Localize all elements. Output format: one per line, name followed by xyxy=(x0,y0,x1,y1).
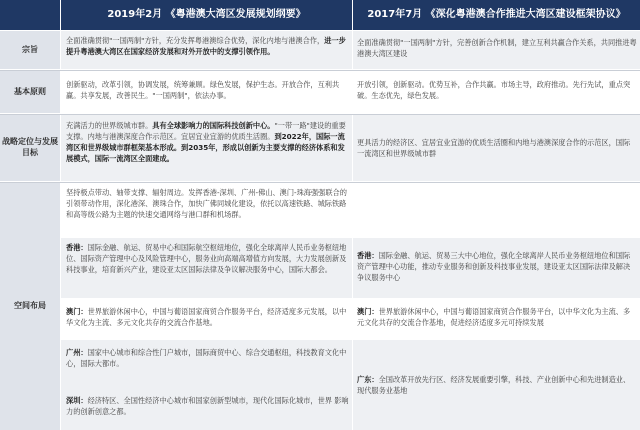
spatial-intro-2019: 坚持极点带动、轴带支撑、辐射周边。发挥香港-深圳、广州-佛山、澳门-珠海强强联合的引领带动作用，深化港深、澳珠合作，加快广佛同城化建设，依托以高速铁路、城际铁路和高等级公路为主题的快速交通网络与港口群和机场群。 xyxy=(66,188,347,219)
macao-2017 xyxy=(357,306,637,328)
hongkong-2019 xyxy=(66,242,349,275)
purpose-2019 xyxy=(66,35,349,57)
purpose-2019-bold: 进一步提升粤港澳大湾区在国家经济发展和对外开放中的支撑引领作用。 xyxy=(66,36,346,56)
header-blank-cell xyxy=(0,0,60,30)
hongkong-text-2019: 国际金融、航运、贸易中心和国际航空枢纽地位，强化全球离岸人民币业务枢纽地位、国际资产管理中心及风险管理中心，服务业向高端高增值方向发展，大力发展创新及科技事业，培育新兴产业，建设亚太区国际法律及争议解决服务中心，国际大都会。 xyxy=(66,243,347,274)
row-header-purpose: 宗旨 xyxy=(0,31,60,69)
guangzhou-text-2019: 国家中心城市和综合性门户城市，国际商贸中心、综合交通枢纽，科技教育文化中心，国际大都市。 xyxy=(66,348,347,368)
guangzhou-2019 xyxy=(66,347,349,369)
shenzhen-label-2019: 深圳： xyxy=(66,396,88,405)
strategy-2019-text-b: "一带一路"建设的重要支撑。内地与港澳深度合作示范区。宜居宜业宜游的优质生活圈。 xyxy=(66,121,346,141)
guangdong-2017 xyxy=(357,374,637,396)
row-header-spatial-layout: 空间布局 xyxy=(0,183,60,430)
purpose-2017: 全面准确贯彻"一国两制"方针，完善创新合作机制，建立互利共赢合作关系，共同推进粤港澳大湾区建设 xyxy=(357,38,637,58)
hongkong-2017 xyxy=(357,250,637,283)
guangzhou-label-2019: 广州： xyxy=(66,348,88,357)
hongkong-label-2019: 香港： xyxy=(66,243,88,252)
strategy-2019-bold-b: 到2022年，国际一流湾区和世界级城市群框架基本形成。到2035年，形成以创新为主要支撑的经济体系和发展模式，国际一流湾区全面建成。 xyxy=(66,132,345,163)
macao-text-2019: 世界旅游休闲中心，中国与葡语国家商贸合作服务平台，经济适度多元发展，以中华文化为主流、多元文化共存的交流合作基地。 xyxy=(66,307,347,327)
guangdong-text-2017: 全国改革开放先行区、经济发展重要引擎，科技、产业创新中心和先进制造业、现代服务业基地 xyxy=(357,375,631,395)
strategy-2019-bold-a: 具有全球影响力的国际科技创新中心。 xyxy=(152,121,275,130)
strategy-2019 xyxy=(66,120,349,164)
principles-2019: 创新驱动，改革引领，协调发展，统筹兼顾。绿色发展，保护生态。开放合作，互利共赢。共享发展，改善民生。"一国两制"，依法办事。 xyxy=(66,80,340,100)
hongkong-label-2017: 香港： xyxy=(357,251,379,260)
row-header-principles: 基本原则 xyxy=(0,71,60,113)
header-2019-plan: 2019年2月 《粤港澳大湾区发展规划纲要》 xyxy=(61,0,352,30)
row-header-strategy: 战略定位与发展目标 xyxy=(0,115,60,181)
shenzhen-2019 xyxy=(66,395,349,417)
shenzhen-text-2019: 经济特区、全国性经济中心城市和国家创新型城市，现代化国际化城市，世界 影响力的创新创意之都。 xyxy=(66,396,349,416)
macao-label-2019: 澳门： xyxy=(66,307,88,316)
guangdong-label-2017: 广东： xyxy=(357,375,379,384)
strategy-2019-text-a: 充满活力的世界级城市群。 xyxy=(66,121,153,130)
header-2017-agreement: 2017年7月 《深化粤港澳合作推进大湾区建设框架协议》 xyxy=(353,0,640,30)
macao-2019 xyxy=(66,306,349,328)
table-header xyxy=(0,0,640,30)
principles-2017: 开放引领，创新驱动。优势互补，合作共赢。市场主导，政府推动。先行先试，重点突破。生态优先，绿色发展。 xyxy=(357,80,631,100)
macao-text-2017: 世界旅游休闲中心，中国与葡语国家商贸合作服务平台，以中华文化为主流、多元文化共存的交流合作基地，促进经济适度多元可持续发展 xyxy=(357,307,631,327)
hongkong-text-2017: 国际金融、航运、贸易三大中心地位，强化全球离岸人民币业务枢纽地位和国际资产管理中心功能，推动专业服务和创新及科技事业发展，建设亚太区国际法律及解决争议服务中心 xyxy=(357,251,631,282)
macao-label-2017: 澳门： xyxy=(357,307,379,316)
strategy-2017: 更具活力的经济区、宜居宜业宜游的优质生活圈和内地与港澳深度合作的示范区，国际一流湾区和世界级城市群 xyxy=(357,138,631,158)
purpose-2019-text: 全面准确贯彻"一国两制"方针，充分发挥粤港澳综合优势，深化内地与港澳合作， xyxy=(66,36,325,45)
